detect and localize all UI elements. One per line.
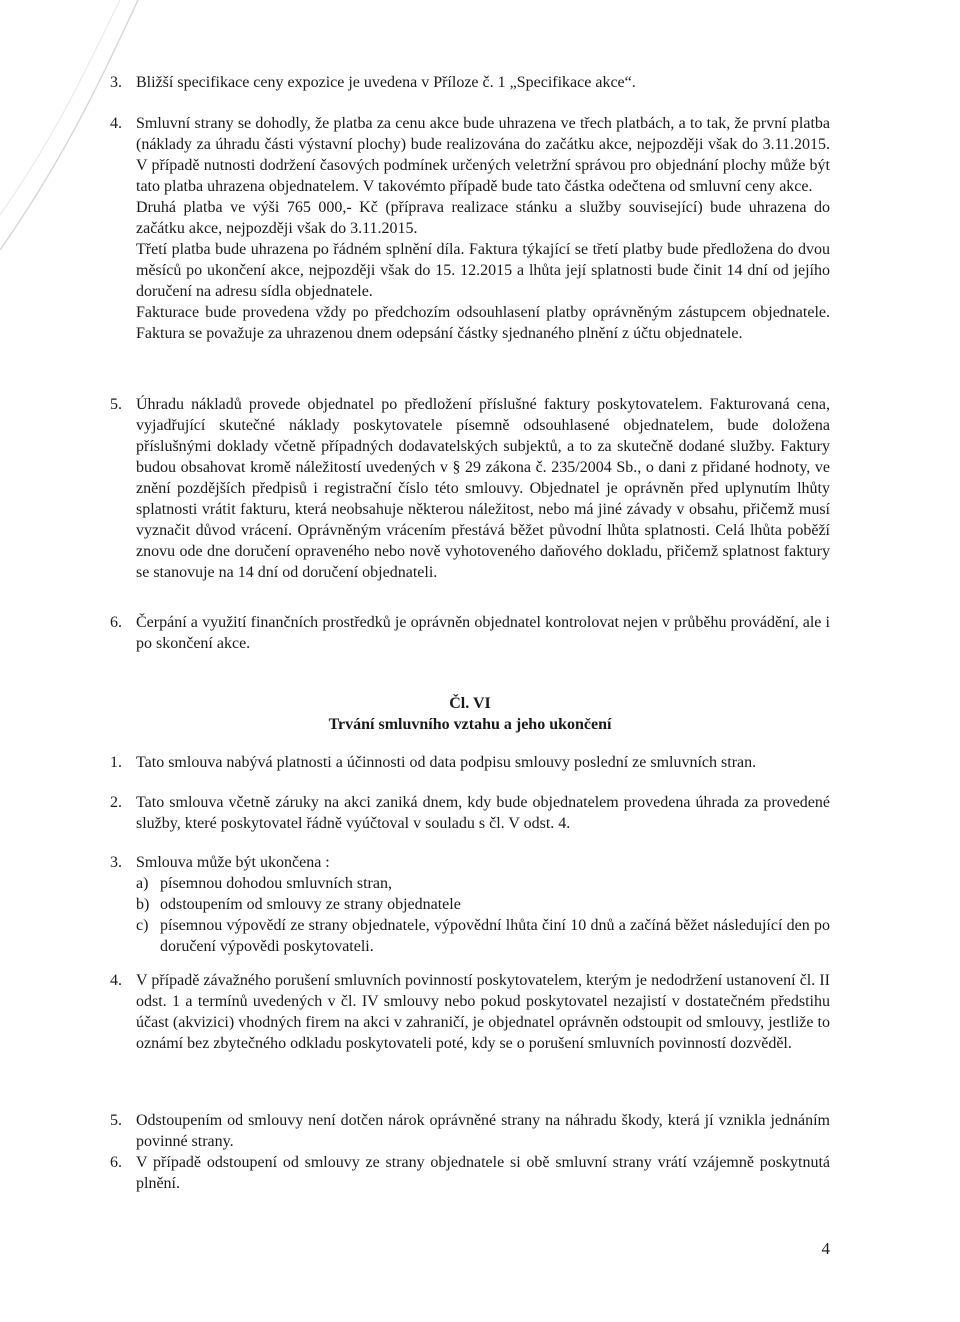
clause-vi-4 xyxy=(110,970,830,1054)
clause-vi-3 xyxy=(110,852,830,957)
clause-number: 1. xyxy=(110,754,122,771)
clause-number: 4. xyxy=(110,972,122,989)
list-item xyxy=(136,894,830,915)
clause-v-4 xyxy=(110,113,830,344)
clause-vi-1 xyxy=(110,752,830,773)
clause-v-3 xyxy=(110,72,830,93)
clause-text: Tato smlouva nabývá platnosti a účinnosti od data podpisu smlouvy poslední ze smluvních stran. xyxy=(136,754,757,771)
clause-paragraph: Čerpání a využití finančních prostředků je oprávněn objednatel kontrolovat nejen v průběhu provádění, ale i po skončení akce. xyxy=(136,614,830,652)
clause-number: 4. xyxy=(110,115,122,132)
clause-text: Tato smlouva včetně záruky na akci zaniká dnem, kdy bude objednatelem provedena úhrada za provedené služby, které poskytovatel řádně vyúčtoval v souladu s čl. V odst. 4. xyxy=(136,794,830,832)
clause-number: 6. xyxy=(110,614,122,631)
clause-number: 2. xyxy=(110,794,122,811)
termination-options-list xyxy=(136,873,830,957)
list-item-label: c) xyxy=(136,917,149,934)
clause-paragraph: Úhradu nákladů provede objednatel po předložení příslušné faktury poskytovatelem. Fakturovaná cena, vyjadřující skutečné náklady poskytovatele písemně odsouhlasené objednatelem, bude doložena příslušnými doklady včetně případných dodavatelských subjektů, a to za skutečně dodané služby. Faktury budou obsahovat kromě náležitostí uvedených v § 29 zákona č. 235/2004 Sb., o dani z přidané hodnoty, ve znění pozdějších předpisů i registrační číslo této smlouvy. Objednatel je oprávněn před uplynutím lhůty splatnosti vrátit fakturu, která neobsahuje některou náležitost, nebo má jiné závady v obsahu, přičemž musí vyznačit důvod vrácení. Oprávněným vrácením přestává běžet původní lhůta splatnosti. Celá lhůta poběží znovu ode dne doručení opraveného nebo nově vyhotoveného daňového dokladu, přičemž splatnost faktury se stanovuje na 14 dní od doručení objednateli. xyxy=(136,396,830,581)
article-number: Čl. VI xyxy=(449,695,491,712)
clause-text: Odstoupením od smlouvy není dotčen nárok oprávněné strany na náhradu škody, která jí vznikla jednáním povinné strany. xyxy=(136,1112,830,1150)
clause-vi-5 xyxy=(110,1110,830,1152)
list-item xyxy=(136,873,830,894)
clause-v-6 xyxy=(110,612,830,654)
list-item-text: písemnou výpovědí ze strany objednatele, výpovědní lhůta činí 10 dnů a začíná běžet následující den po doručení výpovědi poskytovateli. xyxy=(160,917,830,955)
list-item-label: a) xyxy=(136,875,149,892)
clause-text: V případě odstoupení od smlouvy ze strany objednatele si obě smluvní strany vrátí vzájemně poskytnutá plnění. xyxy=(136,1154,830,1192)
clause-text: Smlouva může být ukončena : xyxy=(136,854,330,871)
list-item-text: odstoupením od smlouvy ze strany objednatele xyxy=(160,896,461,913)
clause-paragraph: Bližší specifikace ceny expozice je uvedena v Příloze č. 1 „Specifikace akce“. xyxy=(136,74,636,91)
clause-vi-2 xyxy=(110,792,830,834)
clause-number: 3. xyxy=(110,74,122,91)
clause-paragraph: Druhá platba ve výši 765 000,- Kč (příprava realizace stánku a služby související) bude uhrazena do začátku akce, nejpozději však do 3.11.2015. xyxy=(136,199,830,237)
page-number: 4 xyxy=(821,1239,830,1258)
clause-number: 5. xyxy=(110,1112,122,1129)
clause-number: 5. xyxy=(110,396,122,413)
article-title: Trvání smluvního vztahu a jeho ukončení xyxy=(328,716,612,733)
clause-paragraph: Smluvní strany se dohodly, že platba za cenu akce bude uhrazena ve třech platbách, a to tak, že první platba (náklady za úhradu části výstavní plochy) bude realizována do začátku akce, nejpozději však do 3.11.2015. V případě nutnosti dodržení časových podmínek určených veletržní správou pro objednání plochy může být tato platba uhrazena objednatelem. V takovémto případě bude tato částka odečtena od smluvní ceny akce. xyxy=(136,115,830,195)
clause-paragraph: Třetí platba bude uhrazena po řádném splnění díla. Faktura týkající se třetí platby bude předložena do dvou měsíců po ukončení akce, nejpozději však do 15. 12.2015 a lhůta její splatnosti bude činit 14 dní od jejího doručení na adresu sídla objednatele. xyxy=(136,241,830,300)
clause-v-5 xyxy=(110,394,830,583)
clause-text: V případě závažného porušení smluvních povinností poskytovatelem, kterým je nedodržení ustanovení čl. II odst. 1 a termínů uvedených v čl. IV smlouvy nebo pokud poskytovatel nezajistí v dostatečném předstihu účast (akvizici) vhodných firem na akci v zahraničí, je objednatel oprávněn odstoupit od smlouvy, jestliže to oznámí bez zbytečného odkladu poskytovateli poté, kdy se o porušení smluvních povinností dozvěděl. xyxy=(136,972,830,1052)
list-item xyxy=(136,915,830,957)
clause-paragraph: Fakturace bude provedena vždy po předchozím odsouhlasení platby oprávněným zástupcem objednatele. Faktura se považuje za uhrazenou dnem odepsání částky sjednaného plnění z účtu objednatele. xyxy=(136,304,830,342)
clause-number: 6. xyxy=(110,1154,122,1171)
list-item-text: písemnou dohodou smluvních stran, xyxy=(160,875,392,892)
clause-vi-6 xyxy=(110,1152,830,1194)
list-item-label: b) xyxy=(136,896,150,913)
clause-number: 3. xyxy=(110,854,122,871)
